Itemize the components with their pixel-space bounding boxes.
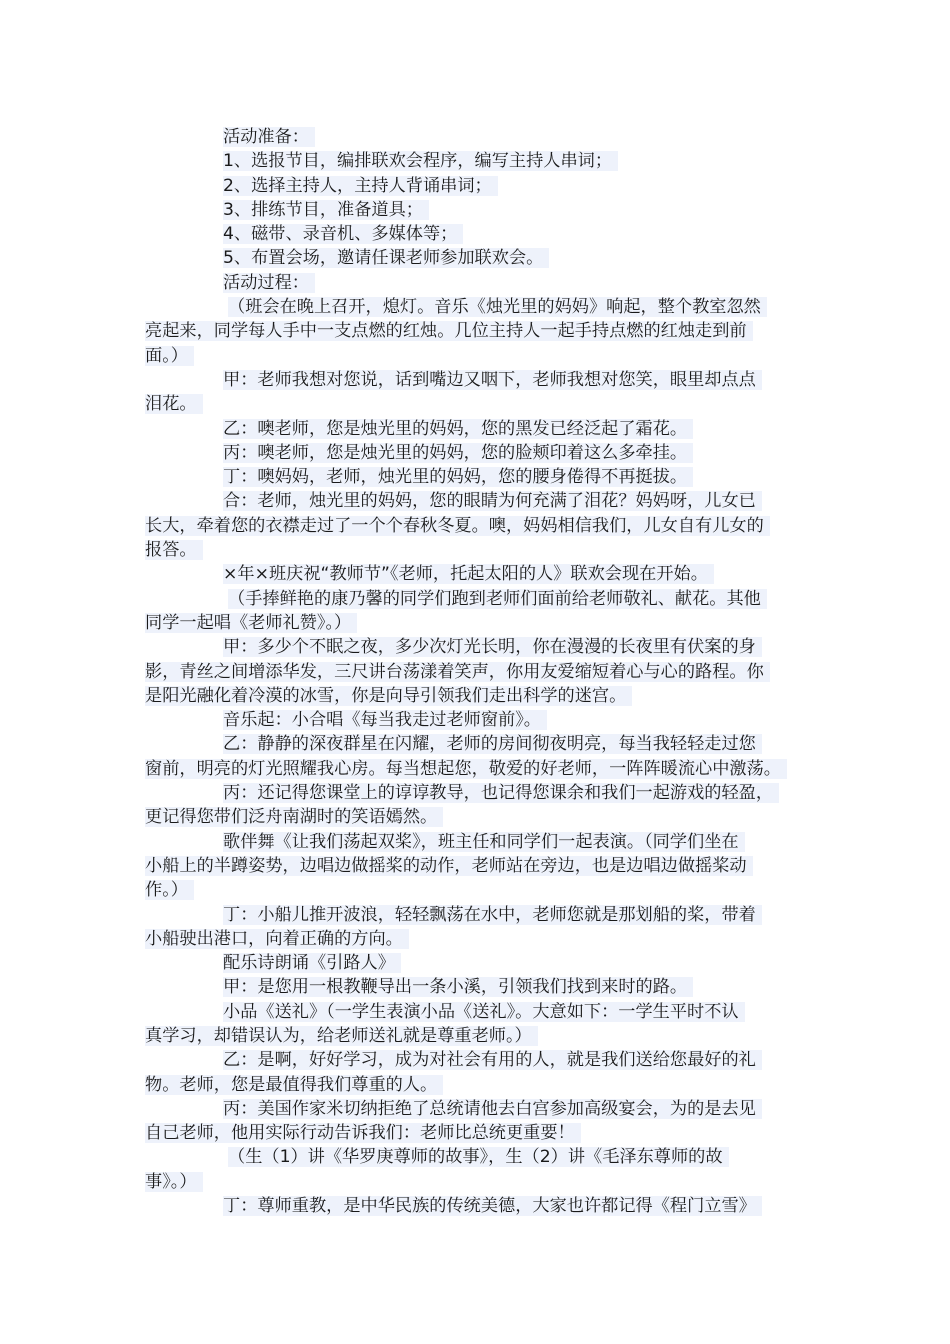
text-line-content: 丁：尊师重教，是中华民族的传统美德，大家也许都记得《程门立雪》 [223,1196,762,1216]
text-line-content: 小船驶出港口，向着正确的方向。 [145,929,409,949]
text-line [145,635,825,659]
text-line [145,1145,825,1169]
text-line-content: 同学一起唱《老师礼赞》。） [145,613,357,633]
text-line-content: 乙：静静的深夜群星在闪耀，老师的房间彻夜明亮，每当我轻轻走过您 [223,734,762,754]
text-line-content: 配乐诗朗诵《引路人》 [223,953,401,973]
text-line-content: 歌伴舞《让我们荡起双桨》，班主任和同学们一起表演。（同学们坐在 [223,832,745,852]
text-line [145,708,825,732]
text-line [145,125,825,149]
text-line-content: 泪花。 [145,394,203,414]
text-line [145,1097,825,1121]
text-line [145,392,825,416]
text-line [145,805,825,829]
text-line [145,198,825,222]
text-line [145,1121,825,1145]
text-line-content: 甲：老师我想对您说，话到嘴边又咽下，老师我想对您笑，眼里却点点 [223,370,762,390]
text-line [145,489,825,513]
text-line-content: 小品《送礼》（一学生表演小品《送礼》。大意如下：一学生平时不认 [223,1002,745,1022]
text-line-content: 1、选报节目，编排联欢会程序，编写主持人串词； [223,151,618,171]
text-line [145,1000,825,1024]
text-line [145,1170,825,1194]
text-line-content: 丙：噢老师，您是烛光里的妈妈，您的脸颊印着这么多牵挂。 [223,443,693,463]
text-line [145,271,825,295]
text-line-content: 自己老师，他用实际行动告诉我们：老师比总统更重要！ [145,1123,581,1143]
text-line [145,174,825,198]
text-line-content: 物。老师，您是最值得我们尊重的人。 [145,1075,443,1095]
text-line-content: 长大，牵着您的衣襟走过了一个个春秋冬夏。噢，妈妈相信我们，儿女自有儿女的 [145,516,770,536]
text-line [145,660,825,684]
text-line-content: 甲：多少个不眠之夜，多少次灯光长明，你在漫漫的长夜里有伏案的身 [223,637,762,657]
text-line [145,1024,825,1048]
text-line-content: 甲：是您用一根教鞭导出一条小溪，引领我们找到来时的路。 [223,977,693,997]
text-line-content: 丙：美国作家米切纳拒绝了总统请他去白宫参加高级宴会，为的是去见 [223,1099,762,1119]
text-line [145,587,825,611]
text-line [145,757,825,781]
text-line-content: 乙：噢老师，您是烛光里的妈妈，您的黑发已经泛起了霜花。 [223,419,693,439]
text-line [145,854,825,878]
text-line-content: 丁：噢妈妈，老师，烛光里的妈妈，您的腰身倦得不再挺拔。 [223,467,693,487]
text-line [145,927,825,951]
text-line-content: 2、选择主持人，主持人背诵串词； [223,176,498,196]
text-line [145,732,825,756]
text-line [145,684,825,708]
text-line [145,1194,825,1218]
text-line [145,830,825,854]
text-line [145,368,825,392]
text-line-content: 丁：小船儿推开波浪，轻轻飘荡在水中，老师您就是那划船的桨，带着 [223,905,762,925]
document-body [145,125,825,1218]
text-line-content: 面。） [145,346,194,366]
text-line-content: 作。） [145,880,194,900]
text-line-content: 真学习，却错误认为，给老师送礼就是尊重老师。） [145,1026,538,1046]
text-line-content: ×年×班庆祝“教师节”《老师，托起太阳的人》联欢会现在开始。 [223,564,714,584]
text-line-content: 乙：是啊，好好学习，成为对社会有用的人，就是我们送给您最好的礼 [223,1050,762,1070]
text-line [145,222,825,246]
text-line-content: （生（1）讲《华罗庚尊师的故事》，生（2）讲《毛泽东尊师的故 [228,1147,729,1167]
text-line [145,878,825,902]
text-line-content: 事》。） [145,1172,203,1192]
text-line-content: （班会在晚上召开，熄灯。音乐《烛光里的妈妈》响起，整个教室忽然 [228,297,767,317]
text-line [145,903,825,927]
text-line [145,951,825,975]
text-line [145,441,825,465]
text-line [145,344,825,368]
text-line-content: 合：老师，烛光里的妈妈，您的眼睛为何充满了泪花？妈妈呀，儿女已 [223,491,762,511]
text-line [145,295,825,319]
text-line [145,417,825,441]
text-line [145,1048,825,1072]
text-line-content: 报答。 [145,540,203,560]
text-line [145,465,825,489]
text-line [145,781,825,805]
text-line-content: 丙：还记得您课堂上的谆谆教导，也记得您课余和我们一起游戏的轻盈， [223,783,779,803]
text-line-content: 是阳光融化着冷漠的冰雪，你是向导引领我们走出科学的迷宫。 [145,686,632,706]
text-line [145,1073,825,1097]
text-line-content: 小船上的半蹲姿势，边唱边做摇桨的动作，老师站在旁边，也是边唱边做摇桨动 [145,856,753,876]
text-line-content: 窗前，明亮的灯光照耀我心房。每当想起您，敬爱的好老师，一阵阵暖流心中激荡。 [145,759,787,779]
text-line-content: 5、布置会场，邀请任课老师参加联欢会。 [223,248,549,268]
text-line [145,149,825,173]
text-line-content: 活动准备： [223,127,315,147]
text-line [145,562,825,586]
text-line-content: 更记得您带们泛舟南湖时的笑语嫣然。 [145,807,443,827]
text-line-content: （手捧鲜艳的康乃馨的同学们跑到老师们面前给老师敬礼、献花。其他 [228,589,767,609]
text-line-content: 亮起来，同学每人手中一支点燃的红烛。几位主持人一起手持点燃的红烛走到前 [145,321,753,341]
text-line [145,538,825,562]
text-line [145,611,825,635]
text-line-content: 音乐起：小合唱《每当我走过老师窗前》。 [223,710,547,730]
text-line-content: 活动过程： [223,273,315,293]
text-line [145,514,825,538]
text-line-content: 影，青丝之间增添华发，三尺讲台荡漾着笑声，你用友爱缩短着心与心的路程。你 [145,662,770,682]
text-line [145,319,825,343]
text-line-content: 3、排练节目，准备道具； [223,200,429,220]
text-line [145,246,825,270]
text-line [145,975,825,999]
text-line-content: 4、磁带、录音机、多媒体等； [223,224,463,244]
